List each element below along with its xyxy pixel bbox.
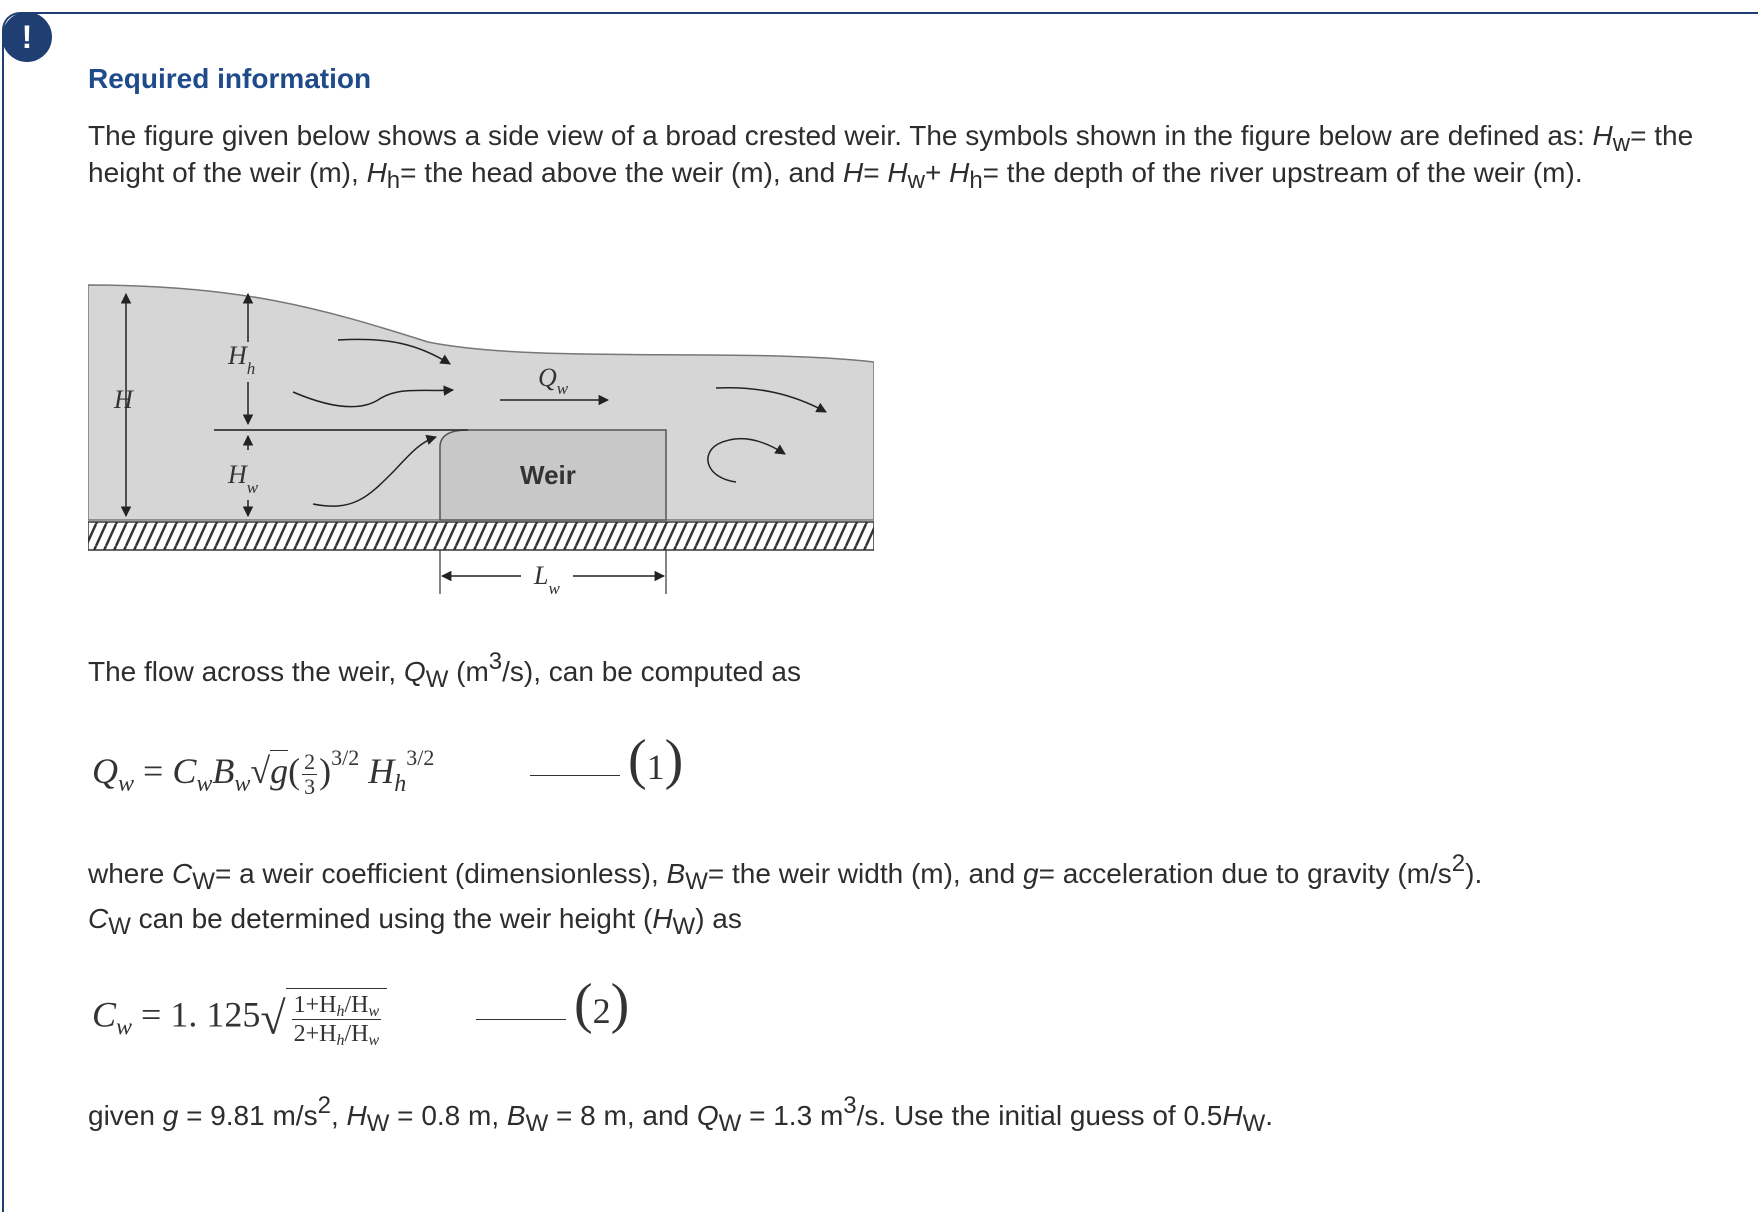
ground-hatch: [88, 522, 874, 550]
fraction-hh-hw: $\frac{1+H_h/H_w}{2+H_h/H_w}$: [293, 992, 380, 1049]
weir-diagram: [88, 282, 874, 604]
flow-description: The flow across the weir, $Q_W$ $(m^3/s)$, can be computed as: [88, 648, 801, 693]
equation-1: $Q_w = C_wB_w√g$( $\frac{2}{3}$ )$^{3/2}$ $H_h^{3/2}$: [92, 745, 435, 800]
label-hw: $H_w$: [228, 460, 259, 497]
label-hh: $H_h$: [228, 341, 256, 378]
label-weir: Weir: [520, 460, 576, 490]
label-h: H: [114, 385, 133, 414]
equation-2-number: ( 2 ): [476, 976, 629, 1032]
equation-1-number: ( 1 ): [530, 732, 683, 788]
where-paragraph: where $C_W= a$ weir coefficient (dimensionless), $B_W=$ the weir width (m), and g= acceleration due to gravity $(m/s^2)$. $C_W$ can be determined using the weir height $(H_W)$ as: [88, 850, 1483, 940]
fraction-2-3: $\frac{2}{3}$: [304, 749, 316, 800]
exclamation-icon: !: [2, 12, 52, 62]
label-qw: $Q_w$: [538, 363, 569, 398]
section-heading: Required information: [88, 63, 372, 94]
label-lw: $L_w$: [534, 561, 560, 598]
equation-2: $C_w = 1$. 125√ $\frac{1+H_h/H_w}{2+H_h/H_w}$: [92, 988, 387, 1048]
intro-paragraph: The figure given below shows a side view of a broad crested weir. The symbols shown in the figure below are defined as: $H_w=$ the height of the weir (m), $H_h=$ the head above the weir (m), and $H= H_w+ H_h=$ the depth of the river upstream of the weir (m).: [88, 120, 1694, 194]
given-paragraph: given g = 9.81 $m/s^2$, $H_W = 0.8$ m, $B_W = 8$ m, and $Q_W = 1.3$ $m^3/s$. Use the initial guess of $0.5H_W$.: [88, 1092, 1274, 1137]
